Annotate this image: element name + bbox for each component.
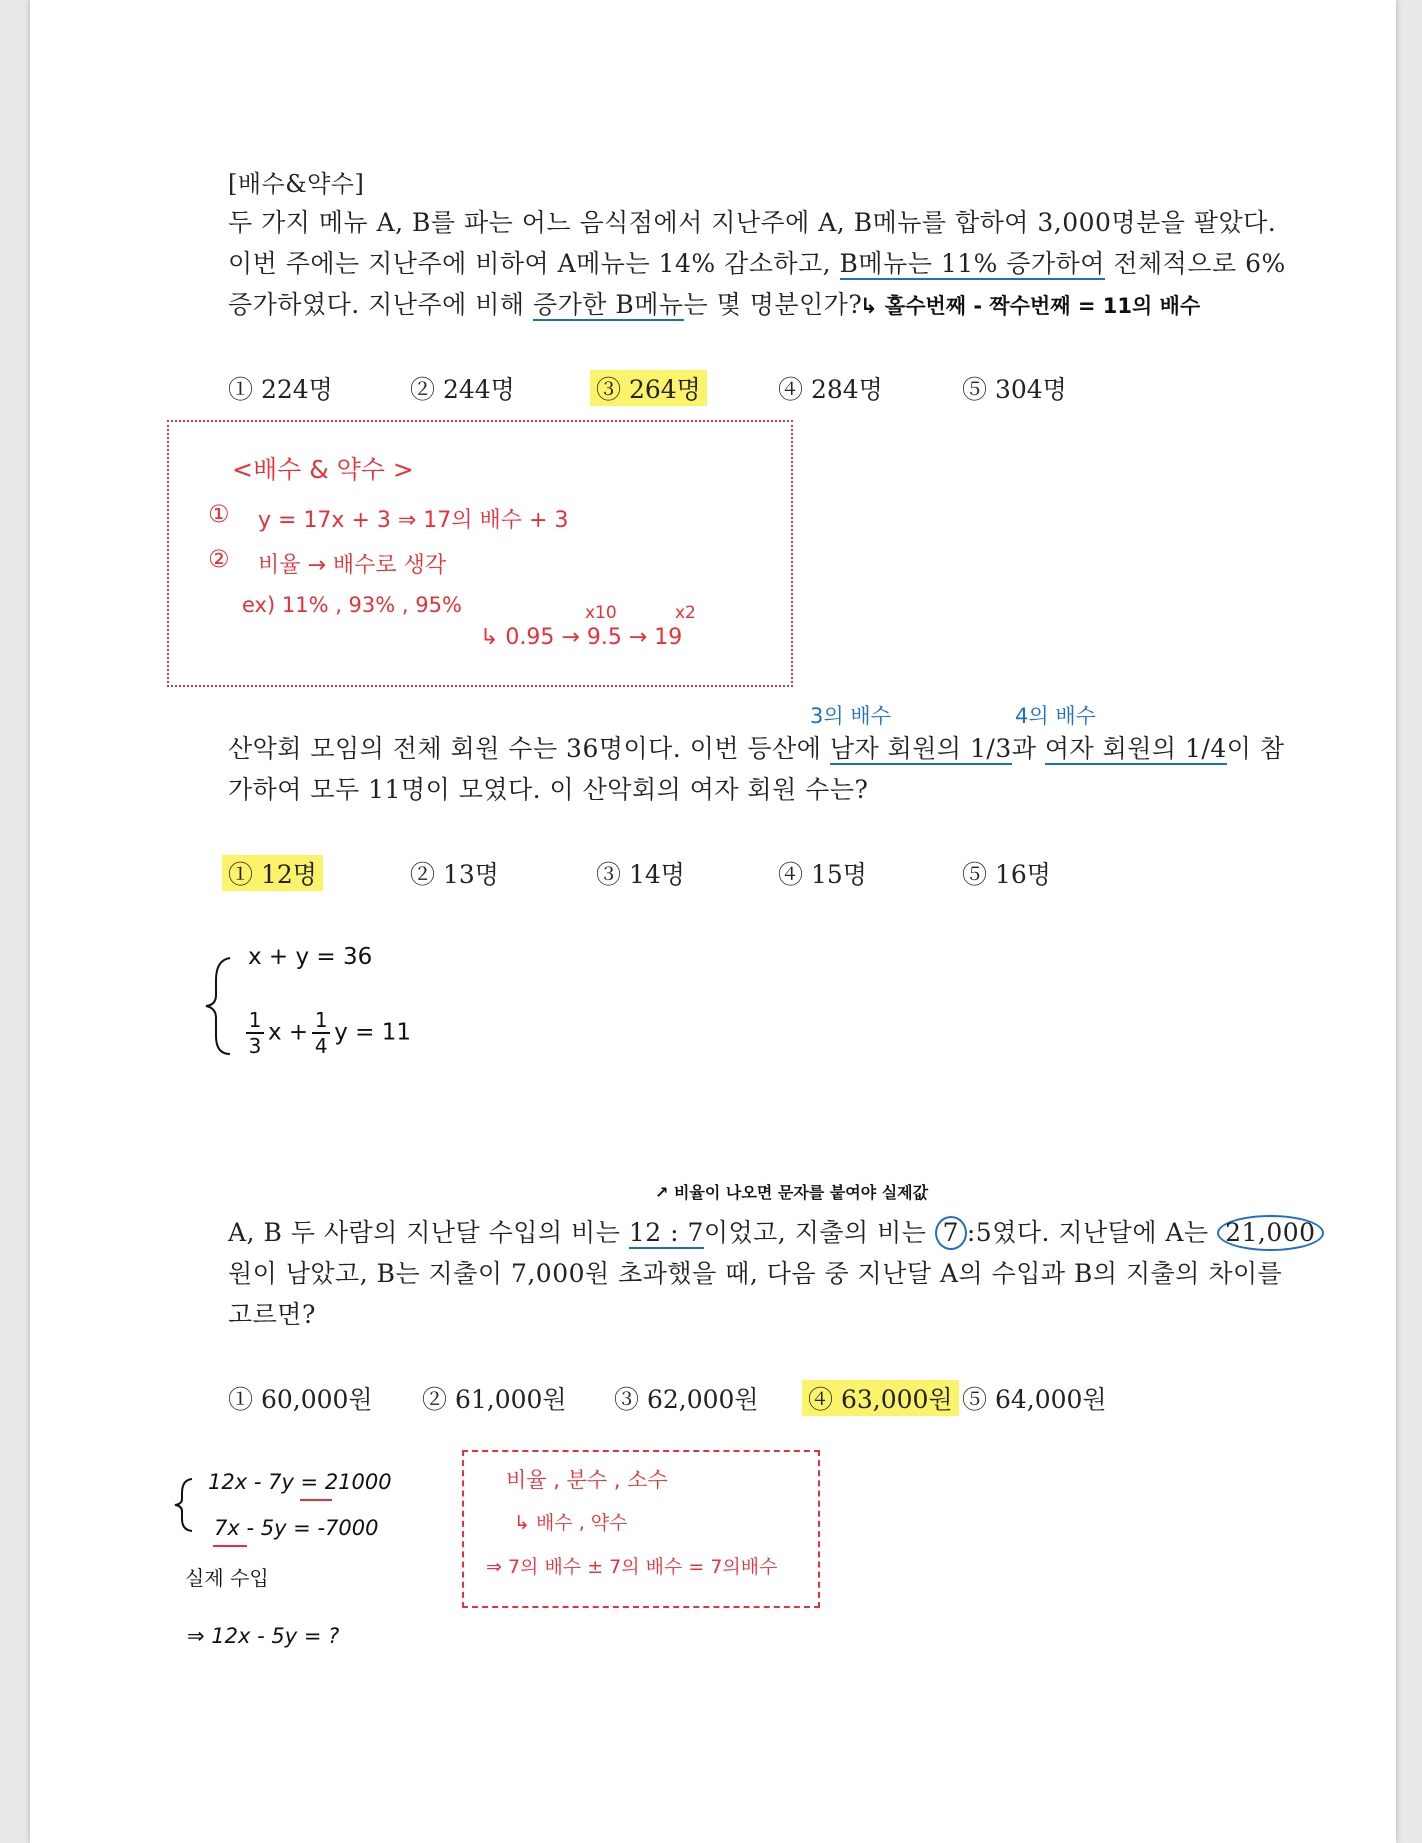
q1-choice-4[interactable]: ④ 284명	[778, 375, 883, 404]
q2-choice-2[interactable]: ② 13명	[410, 860, 499, 889]
q1-line2-a: 이번 주에는 지난주에 비하여 A메뉴는 14% 감소하고,	[228, 249, 840, 278]
memo2-line2: ↳ 배수 , 약수	[514, 1512, 628, 1534]
q2-note-4-multiple: 4의 배수	[1015, 704, 1096, 728]
q1-line3-a: 증가하였다. 지난주에 비해	[228, 290, 533, 319]
memo2-line3: ⇒ 7의 배수 ± 7의 배수 = 7의배수	[486, 1556, 778, 1578]
q1-choice-1[interactable]: ① 224명	[228, 375, 333, 404]
q3-choice-4-highlighted[interactable]: ④ 63,000원	[802, 1380, 959, 1416]
q3-line3: 고르면?	[228, 1300, 316, 1329]
memo1-chain: ↳ 0.95 → 9.5 → 19	[480, 625, 683, 650]
memo1-item1-number: ①	[208, 500, 230, 528]
document-page	[30, 0, 1396, 1843]
q1-choice-3-highlighted[interactable]: ③ 264명	[590, 370, 707, 406]
q2-frac1-den: 3	[248, 1034, 262, 1058]
memo2-line1: 비율 , 분수 , 소수	[506, 1468, 668, 1492]
q1-underline-b-menu: B메뉴는 11% 증가하여	[839, 249, 1105, 278]
q2-line1-c: 과	[1011, 734, 1045, 763]
q2-choice-4[interactable]: ④ 15명	[778, 860, 867, 889]
q1-choice-2[interactable]: ② 244명	[410, 375, 515, 404]
q3-system-brace	[170, 1475, 200, 1535]
q2-line2: 가하여 모두 11명이 모였다. 이 산악회의 여자 회원 수는?	[228, 775, 869, 804]
q1-handwritten-note: ↳ 홀수번째 - 짝수번째 = 11의 배수	[860, 294, 1201, 318]
memo1-times2: x2	[675, 603, 696, 623]
q3-choice-1[interactable]: ① 60,000원	[228, 1385, 373, 1414]
q2-frac2-den: 4	[314, 1034, 328, 1058]
memo1-item1: y = 17x + 3 ⇒ 17의 배수 + 3	[258, 508, 569, 533]
q2-eq2-end: y = 11	[334, 1019, 411, 1046]
q2-fraction-quarter	[312, 1010, 330, 1056]
q3-line2: 원이 남았고, B는 지출이 7,000원 초과했을 때, 다음 중 지난달 A의 수입과 B의 지출의 차이를	[228, 1259, 1283, 1288]
q2-choice-3[interactable]: ③ 14명	[596, 860, 685, 889]
q2-line1-a: 산악회 모임의 전체 회원 수는 36명이다. 이번 등산에	[228, 734, 830, 763]
q3-equation-2: 7x - 5y = -7000	[214, 1516, 379, 1540]
q2-underline-male: 남자 회원의 1/3	[829, 734, 1012, 763]
memo1-item2-number: ②	[208, 545, 230, 573]
q3-circled-seven: 7	[935, 1216, 967, 1250]
q2-fraction-third	[246, 1010, 264, 1056]
q3-real-income-label: 실제 수입	[185, 1566, 269, 1590]
q2-choice-1-highlighted[interactable]: ① 12명	[222, 855, 323, 891]
q1-line1: 두 가지 메뉴 A, B를 파는 어느 음식점에서 지난주에 A, B메뉴를 합하여 3,000명분을 팔았다.	[228, 208, 1277, 237]
q2-equation-1: x + y = 36	[248, 944, 373, 970]
q1-line3	[228, 284, 862, 325]
q2-line1-e: 이 참	[1226, 734, 1285, 763]
q2-equation-2	[242, 1010, 411, 1056]
q3-red-underline-7y	[300, 1499, 332, 1501]
q3-choice-5[interactable]: ⑤ 64,000원	[962, 1385, 1107, 1414]
q3-line1-c: 이었고, 지출의 비는	[703, 1218, 935, 1247]
q3-line1-e: :5였다. 지난달에 A는	[966, 1218, 1218, 1247]
q1-line3-c: 는 몇 명분인가?	[683, 290, 863, 319]
q2-system-brace	[200, 950, 240, 1060]
q3-red-underline-7x	[213, 1545, 247, 1547]
q2-eq2-mid: x +	[268, 1019, 309, 1046]
q3-result: ⇒ 12x - 5y = ?	[187, 1624, 340, 1648]
memo1-item2: 비율 → 배수로 생각	[258, 553, 447, 578]
q3-handwritten-note: ↗ 비율이 나오면 문자를 붙여야 실제값	[655, 1183, 929, 1202]
memo1-title: <배수 & 약수 >	[232, 455, 414, 484]
memo1-example: ex) 11% , 93% , 95%	[242, 593, 462, 617]
q3-choice-2[interactable]: ② 61,000원	[422, 1385, 567, 1414]
q3-line1	[228, 1212, 1324, 1253]
q3-equation-1: 12x - 7y = 21000	[208, 1470, 392, 1494]
q2-note-3-multiple: 3의 배수	[810, 704, 891, 728]
q2-choice-5[interactable]: ⑤ 16명	[962, 860, 1051, 889]
q1-line2-c: 전체적으로 6%	[1104, 249, 1286, 278]
q1-underline-increase: 증가한 B메뉴	[532, 290, 684, 319]
q1-line2	[228, 243, 1286, 284]
q3-ratio-income: 12 : 7	[628, 1218, 704, 1247]
memo1-times10: x10	[585, 603, 617, 623]
q1-choice-5[interactable]: ⑤ 304명	[962, 375, 1067, 404]
q2-frac2-num: 1	[314, 1008, 328, 1032]
q3-circled-amount: 21,000	[1217, 1215, 1323, 1251]
q1-tag: [배수&약수]	[228, 170, 365, 198]
q2-underline-female: 여자 회원의 1/4	[1044, 734, 1227, 763]
q2-line1	[228, 728, 1284, 769]
q3-choice-3[interactable]: ③ 62,000원	[614, 1385, 759, 1414]
q2-frac1-num: 1	[248, 1008, 262, 1032]
q3-line1-a: A, B 두 사람의 지난달 수입의 비는	[228, 1218, 629, 1247]
